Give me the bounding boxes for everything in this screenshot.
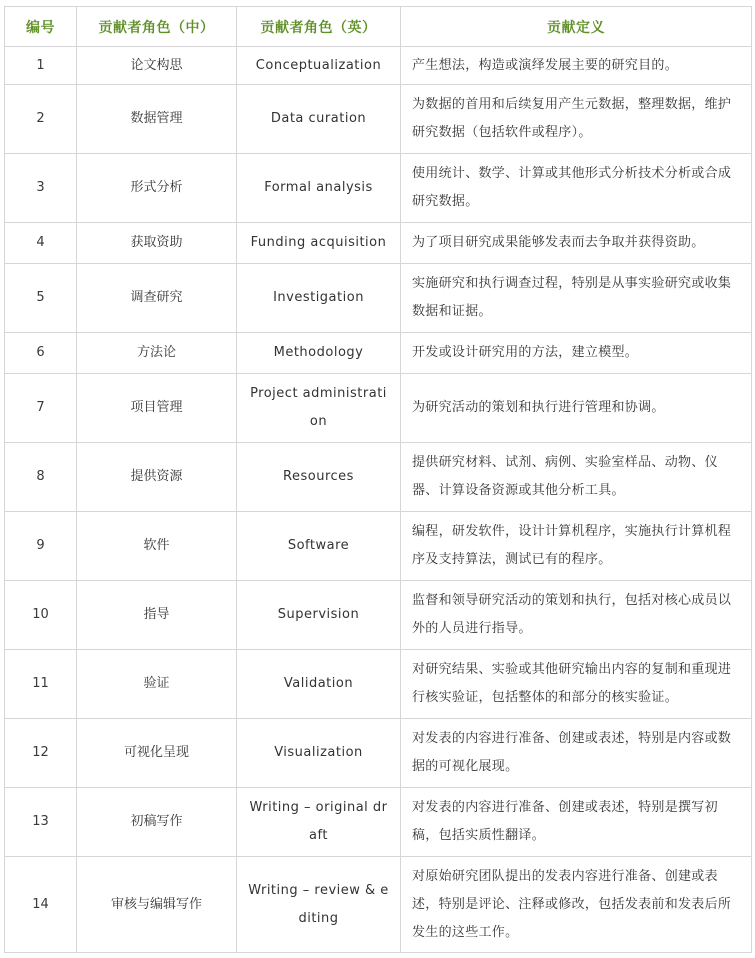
table-row <box>5 581 752 650</box>
table-row <box>5 154 752 223</box>
cell-role-cn: 获取资助 <box>77 223 237 264</box>
cell-role-en: Supervision <box>237 581 401 650</box>
cell-number: 11 <box>5 650 77 719</box>
cell-number: 6 <box>5 333 77 374</box>
header-row <box>5 7 752 47</box>
cell-definition: 开发或设计研究用的方法，建立模型。 <box>401 333 752 374</box>
cell-definition: 提供研究材料、试剂、病例、实验室样品、动物、仪器、计算设备资源或其他分析工具。 <box>401 443 752 512</box>
table-row <box>5 719 752 788</box>
cell-role-en: Project administration <box>237 374 401 443</box>
table-row <box>5 788 752 857</box>
cell-role-en: Formal analysis <box>237 154 401 223</box>
cell-role-en: Writing – original draft <box>237 788 401 857</box>
table-row <box>5 223 752 264</box>
cell-definition: 为研究活动的策划和执行进行管理和协调。 <box>401 374 752 443</box>
header-role-cn: 贡献者角色（中） <box>77 7 237 47</box>
cell-definition: 产生想法，构造或演绎发展主要的研究目的。 <box>401 47 752 85</box>
table-row <box>5 857 752 953</box>
cell-role-en: Visualization <box>237 719 401 788</box>
cell-role-cn: 项目管理 <box>77 374 237 443</box>
table-row <box>5 85 752 154</box>
cell-number: 2 <box>5 85 77 154</box>
cell-number: 9 <box>5 512 77 581</box>
cell-role-en: Software <box>237 512 401 581</box>
table-row <box>5 374 752 443</box>
cell-definition: 对发表的内容进行准备、创建或表述，特别是内容或数据的可视化展现。 <box>401 719 752 788</box>
cell-role-en: Methodology <box>237 333 401 374</box>
cell-number: 3 <box>5 154 77 223</box>
credit-table <box>4 6 752 953</box>
cell-definition: 对发表的内容进行准备、创建或表述，特别是撰写初稿，包括实质性翻译。 <box>401 788 752 857</box>
cell-number: 14 <box>5 857 77 953</box>
cell-role-cn: 初稿写作 <box>77 788 237 857</box>
cell-role-cn: 方法论 <box>77 333 237 374</box>
cell-role-cn: 软件 <box>77 512 237 581</box>
cell-number: 12 <box>5 719 77 788</box>
cell-role-cn: 论文构思 <box>77 47 237 85</box>
cell-definition: 对原始研究团队提出的发表内容进行准备、创建或表述，特别是评论、注释或修改，包括发表前和发表后所发生的这些工作。 <box>401 857 752 953</box>
cell-definition: 监督和领导研究活动的策划和执行，包括对核心成员以外的人员进行指导。 <box>401 581 752 650</box>
cell-role-cn: 验证 <box>77 650 237 719</box>
cell-definition: 编程，研发软件，设计计算机程序，实施执行计算机程序及支持算法，测试已有的程序。 <box>401 512 752 581</box>
cell-role-cn: 可视化呈现 <box>77 719 237 788</box>
cell-number: 8 <box>5 443 77 512</box>
header-role-en: 贡献者角色（英） <box>237 7 401 47</box>
cell-role-cn: 形式分析 <box>77 154 237 223</box>
table-row <box>5 650 752 719</box>
cell-number: 5 <box>5 264 77 333</box>
cell-definition: 对研究结果、实验或其他研究输出内容的复制和重现进行核实验证，包括整体的和部分的核实验证。 <box>401 650 752 719</box>
cell-role-en: Data curation <box>237 85 401 154</box>
table-row <box>5 47 752 85</box>
cell-role-cn: 审核与编辑写作 <box>77 857 237 953</box>
table-row <box>5 264 752 333</box>
cell-role-cn: 指导 <box>77 581 237 650</box>
cell-number: 1 <box>5 47 77 85</box>
cell-role-en: Investigation <box>237 264 401 333</box>
cell-role-cn: 提供资源 <box>77 443 237 512</box>
cell-number: 7 <box>5 374 77 443</box>
cell-role-en: Conceptualization <box>237 47 401 85</box>
cell-number: 13 <box>5 788 77 857</box>
cell-role-en: Writing – review & editing <box>237 857 401 953</box>
cell-role-cn: 调查研究 <box>77 264 237 333</box>
header-definition: 贡献定义 <box>401 7 752 47</box>
cell-number: 10 <box>5 581 77 650</box>
table-row <box>5 512 752 581</box>
cell-role-en: Validation <box>237 650 401 719</box>
cell-definition: 实施研究和执行调查过程，特别是从事实验研究或收集数据和证据。 <box>401 264 752 333</box>
cell-definition: 为了项目研究成果能够发表而去争取并获得资助。 <box>401 223 752 264</box>
cell-number: 4 <box>5 223 77 264</box>
table-row <box>5 443 752 512</box>
cell-definition: 使用统计、数学、计算或其他形式分析技术分析或合成研究数据。 <box>401 154 752 223</box>
header-number: 编号 <box>5 7 77 47</box>
cell-role-en: Resources <box>237 443 401 512</box>
cell-role-cn: 数据管理 <box>77 85 237 154</box>
cell-definition: 为数据的首用和后续复用产生元数据，整理数据，维护研究数据（包括软件或程序）。 <box>401 85 752 154</box>
table-row <box>5 333 752 374</box>
cell-role-en: Funding acquisition <box>237 223 401 264</box>
table-body <box>5 47 752 953</box>
